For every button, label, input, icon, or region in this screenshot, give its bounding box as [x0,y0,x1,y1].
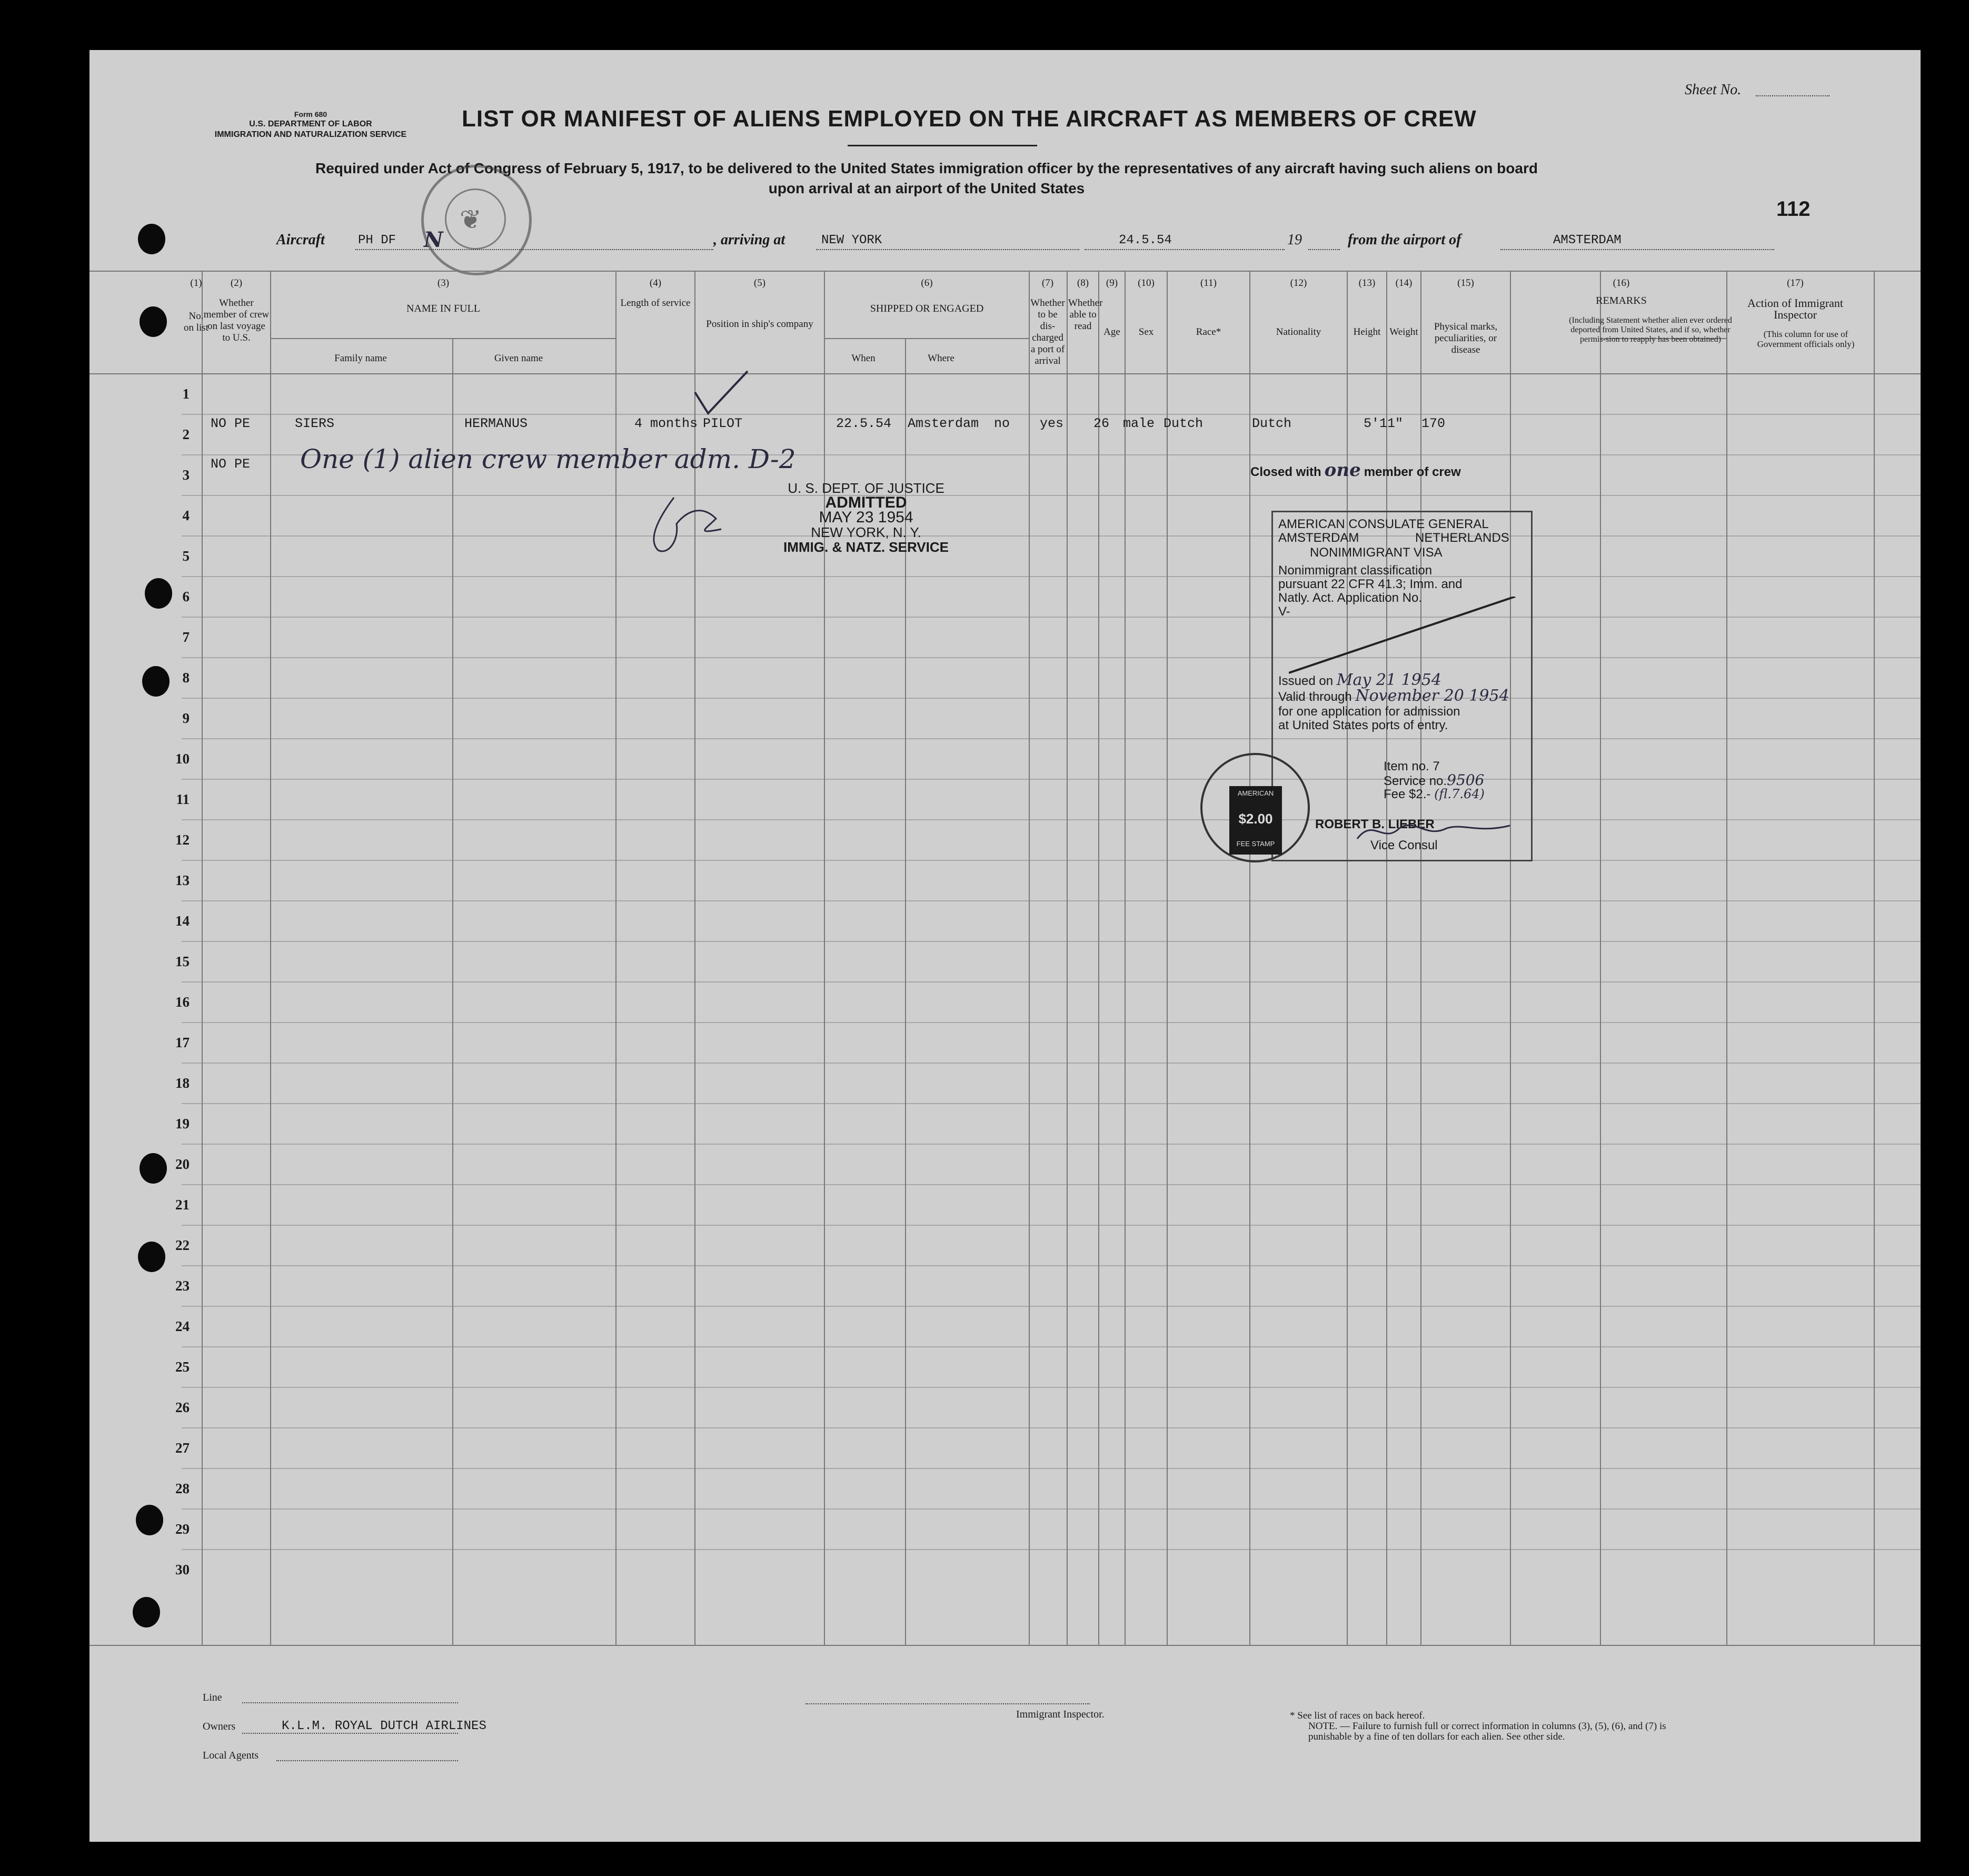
row-number: 24 [175,1318,190,1334]
row-number: 8 [182,670,190,686]
visa-type: NONIMMIGRANT VISA [1310,545,1443,560]
visa-valid-label: Valid through [1278,690,1352,704]
nationality-cell: Dutch [1252,416,1292,431]
punch-hole [136,1505,163,1535]
visa-valid [1278,689,1509,704]
row-number: 25 [175,1359,190,1375]
column-lines [202,271,1874,1645]
visa-stamp [1271,511,1533,861]
column-number: (8) [1077,277,1089,289]
row-number: 14 [175,913,190,929]
row-number: 26 [175,1399,190,1415]
column-number: (17) [1787,277,1804,289]
visa-issued [1278,673,1441,688]
row-number: 22 [175,1237,190,1253]
column-number: (14) [1395,277,1413,289]
inspector-signature-line [806,1703,1090,1704]
visa-ports: at United States ports of entry. [1278,718,1448,732]
check-mark [690,366,753,419]
last-voyage-cell: NO PE [211,456,251,472]
page-number: 112 [1776,197,1811,221]
row-number: 15 [175,954,190,969]
column-header: No. on list [184,311,208,333]
admitted-handwritten-note: One (1) alien crew member adm. D-2 [300,444,796,474]
column-number: (9) [1106,277,1118,289]
aircraft-handwritten: N [424,227,443,252]
column-number: (11) [1200,277,1217,289]
footer-agents-field [276,1760,458,1761]
row-number: 1 [182,386,190,402]
inspector-signature [637,487,732,561]
footer-owners-field [242,1733,458,1734]
department: U.S. DEPARTMENT OF LABOR [249,120,372,128]
stamp-city: NEW YORK, N. Y. [811,524,921,540]
immigrant-inspector-label: Immigrant Inspector. [1016,1709,1105,1720]
fee-stamp-bottom: FEE STAMP [1236,840,1275,848]
inspector-note: (This column for use of Government officials only) [1757,329,1855,349]
row-number: 3 [182,467,190,483]
subtitle-line-1: Required under Act of Congress of February 5, 1917, to be delivered to the United States immigration officer by the representatives of any aircraft having such aliens on board [315,160,1538,176]
row-number: 28 [175,1481,190,1496]
column-number: (2) [230,277,243,289]
footer-note-races: * See list of races on back hereof. [1290,1710,1425,1721]
weight-cell: 170 [1421,416,1446,431]
where-header: Where [928,353,954,364]
aircraft-value: PH DF [358,233,396,247]
read-cell: yes [1040,416,1064,431]
visa-issued-label: Issued on [1278,674,1334,688]
column-header: SHIPPED OR ENGAGED [870,303,984,314]
owners-value: K.L.M. ROYAL DUTCH AIRLINES [282,1719,486,1733]
consulate-seal: ❦ [421,165,532,275]
race-cell: Dutch [1164,416,1204,431]
where-cell: Amsterdam [908,416,979,431]
visa-fee-label: Fee $2.- [1384,787,1431,801]
given-name-cell: HERMANUS [464,416,528,431]
row-number: 18 [175,1075,190,1091]
from-label: from the airport of [1348,232,1461,248]
consul-title: Vice Consul [1370,838,1438,852]
sheet-label: Sheet No. [1685,82,1742,98]
row-number: 7 [182,629,190,645]
fee-stamp-value: $2.00 [1238,811,1273,827]
family-name-cell: SIERS [295,416,335,431]
given-name-header: Given name [494,353,543,364]
visa-service-label: Service no. [1384,774,1447,788]
column-number: (1) [190,277,202,289]
row-number: 17 [175,1035,190,1050]
punch-hole [133,1597,160,1627]
visa-application-scope: for one application for admission [1278,704,1460,719]
row-number: 16 [175,994,190,1010]
row-number: 19 [175,1116,190,1131]
column-header: Action of Immigrant Inspector [1747,296,1844,321]
footer-note-2: punishable by a fine of ten dollars for each alien. See other side. [1308,1731,1565,1742]
punch-hole [145,578,172,609]
remarks-note: (Including Statement whether alien ever ordered deported from United States, and if so, whether permis-sion to reapply has been obtained) [1569,316,1732,344]
column-number: (13) [1358,277,1376,289]
column-number: (5) [753,277,766,289]
column-header: Position in ship's company [706,319,813,330]
column-number: (3) [437,277,450,289]
visa-v: V- [1278,604,1290,619]
stamp-admitted: ADMITTED [825,494,907,511]
row-number: 30 [175,1562,190,1577]
column-header: Age [1103,326,1120,338]
row-number: 10 [175,751,190,767]
visa-strike-line [1289,597,1520,676]
visa-city: AMSTERDAM [1278,531,1359,545]
row-number: 29 [175,1521,190,1537]
stamp-service: IMMIG. & NATZ. SERVICE [783,539,949,555]
column-header: NAME IN FULL [406,303,480,314]
row-number: 21 [175,1197,190,1213]
closed-with-prefix: Closed with [1250,465,1321,479]
footer-line-field [242,1702,458,1703]
visa-fee [1384,787,1485,801]
consul-name: ROBERT B. LIEBER [1315,817,1435,831]
punch-hole [142,666,170,697]
punch-hole [138,224,165,254]
row-number: 2 [182,426,190,442]
discharged-cell: no [994,416,1010,431]
row-number: 13 [175,872,190,888]
column-number: (12) [1290,277,1307,289]
page-title: LIST OR MANIFEST OF ALIENS EMPLOYED ON THE AIRCRAFT AS MEMBERS OF CREW [462,106,1477,132]
punch-hole [140,306,167,337]
column-header: REMARKS [1596,295,1647,306]
footer-note-1: NOTE. — Failure to furnish full or correct information in columns (3), (5), (6), and (7) is [1308,1721,1666,1732]
when-cell: 22.5.54 [836,416,892,431]
footer-agents-label: Local Agents [203,1750,259,1761]
subtitle-line-2: upon arrival at an airport of the United States [768,180,1085,196]
row-number: 23 [175,1278,190,1294]
closed-with-suffix: member of crew [1364,465,1461,479]
visa-valid-value: November 20 1954 [1355,687,1509,705]
column-header: Physical marks, peculiarities, or disease [1434,321,1498,355]
column-header: Length of service [620,297,691,309]
column-number: (4) [649,277,662,289]
closed-with-count: one [1324,460,1361,481]
footer-owners-label: Owners [203,1721,236,1732]
row-lines [182,414,1921,1550]
row-number: 11 [176,791,190,807]
column-number: (6) [921,277,933,289]
visa-classification: Nonimmigrant classification [1278,563,1433,578]
service-name: IMMIGRATION AND NATURALIZATION SERVICE [214,130,407,139]
column-header: Weight [1389,326,1418,338]
last-voyage-cell: NO PE [211,416,251,431]
row-number: 4 [182,508,190,523]
arriving-label: , arriving at [713,232,785,248]
column-header: Sex [1138,326,1154,338]
column-number: (16) [1613,277,1630,289]
fee-stamp-top: AMERICAN [1237,789,1274,797]
visa-consulate: AMERICAN CONSULATE GENERAL [1278,517,1489,531]
visa-issued-value: May 21 1954 [1336,671,1441,689]
punch-hole [138,1242,165,1272]
fee-stamp [1229,786,1282,855]
row-number: 27 [175,1440,190,1456]
column-header: Height [1353,326,1381,338]
visa-service-value: 9506 [1447,771,1485,789]
punch-hole [140,1153,167,1184]
arriving-value: NEW YORK [821,233,882,247]
position-cell: PILOT [703,416,743,431]
column-number: (15) [1457,277,1474,289]
stamp-dept: U. S. DEPT. OF JUSTICE [788,480,944,496]
row-number: 9 [182,710,190,726]
visa-application: Natly. Act. Application No. [1278,591,1423,605]
column-header: Race* [1196,326,1221,338]
row-number: 20 [175,1156,190,1172]
column-header: Whether able to read [1068,297,1103,332]
row-number: 12 [175,832,190,848]
manifest-sheet [90,50,1921,1842]
sex-cell: male [1123,416,1155,431]
age-cell: 26 [1093,416,1110,431]
length-cell: 4 months [634,416,698,431]
visa-fee-value: (fl.7.64) [1434,787,1485,801]
when-header: When [851,353,876,364]
column-number: (7) [1041,277,1054,289]
form-number: Form 680 [294,110,327,118]
row-number: 5 [182,548,190,564]
closed-with-label [1250,460,1461,481]
aircraft-label: Aircraft [276,232,325,248]
stamp-date: MAY 23 1954 [819,509,913,526]
family-name-header: Family name [334,353,387,364]
visa-country: NETHERLANDS [1415,531,1509,545]
visa-service [1384,773,1484,788]
column-header: Whether member of crew on last voyage to U.S. [203,297,270,343]
height-cell: 5'11" [1364,416,1404,431]
arrival-date: 24.5.54 [1119,233,1172,247]
column-number: (10) [1138,277,1155,289]
column-header: Whether to be dis-charged a port of arrival [1030,297,1065,366]
year-label: 19 [1287,232,1302,248]
row-number: 6 [182,589,190,604]
from-value: AMSTERDAM [1553,233,1622,247]
footer-line-label: Line [203,1692,222,1703]
visa-item: Item no. 7 [1384,759,1440,773]
visa-pursuant: pursuant 22 CFR 41.3; Imm. and [1278,577,1463,591]
column-header: Nationality [1276,326,1321,338]
admission-stamp [771,481,961,554]
